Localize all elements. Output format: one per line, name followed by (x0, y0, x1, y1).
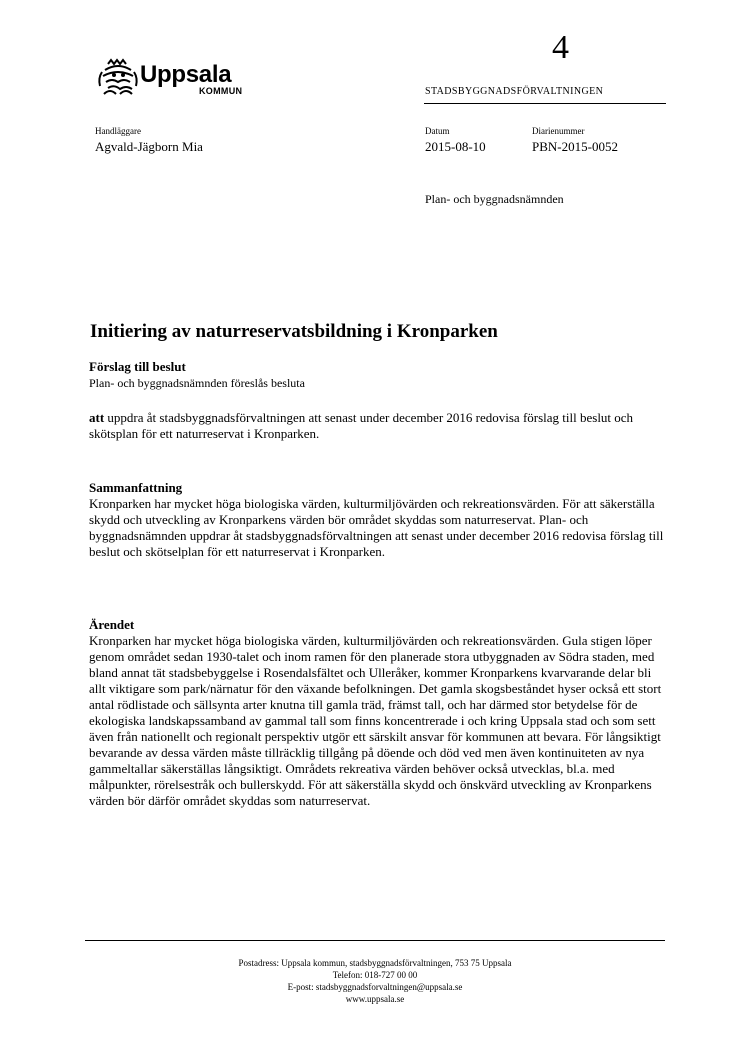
proposal-heading: Förslag till beslut (89, 359, 186, 374)
page-number: 4 (552, 29, 569, 66)
footer-email: E-post: stadsbyggnadsforvaltningen@uppsala.se (287, 982, 463, 992)
department-name: STADSBYGGNADSFÖRVALTNINGEN (425, 86, 604, 97)
logo-subtitle: KOMMUN (199, 86, 243, 96)
summary-text: Kronparken har mycket höga biologiska värden, kulturmiljövärden och rekreationsvärden. För att säkerställa skydd och utveckling av Kronparkens värden bör området skyddas som naturreservat. Plan- och byggnadsnämnden uppdrar åt stadsbyggnadsförvaltningen att senast under december 2016 redovisa förslag till beslut och skötselplan för ett naturreservat i Kronparken. (89, 496, 664, 559)
diary-value: PBN-2015-0052 (532, 139, 618, 154)
diary-label: Diarienummer (532, 126, 585, 136)
header-divider (424, 103, 666, 104)
case-text: Kronparken har mycket höga biologiska värden, kulturmiljövärden och rekreationsvärden. Gula stigen löper genom området sedan 1930-talet och inom ramen för den planerade stora utbyggnaden av Södra staden, med bland annat tät stadsbebyggelse i Rosendalsfältet och Ulleråker, kommer Kronparkens kvarvarande delar bli allt viktigare som park/närnatur för den växande befolkningen. Det gamla skogsbeståndet hyser också ett stort antal rödlistade och sällsynta arter knutna till gamla träd, främst tall, och har därmed stor betydelse för de ekologiska landskapssamband av gammal tall som finns koncentrerade i och kring Uppsala stad och som sett även från nationellt och regionalt perspektiv utgör ett särskilt ansvar för kommunen att bevara. För långsiktigt bevarande av dessa värden måste tillräcklig tillgång på döende och död ved men även kontinuiteten av nya gammeltallar säkerställas långsiktigt. Områdets rekreativa värden behöver också utvecklas, bl.a. med målpunkter, rörelsestråk och bullerskydd. För att säkerställa skydd och önskvärd utveckling av Kronparkens värden bör därför området skyddas som naturreservat. (89, 633, 662, 808)
decision-text: uppdra åt stadsbyggnadsförvaltningen att senast under december 2016 redovisa förslag till beslut och skötsplan för ett naturreservat i Kronparken. (89, 410, 634, 441)
lion-crest-icon (96, 58, 140, 100)
uppsala-logo (96, 58, 256, 102)
handler-label: Handläggare (95, 126, 141, 136)
logo-wordmark: Uppsala (140, 61, 232, 88)
att-keyword: att (89, 410, 105, 425)
footer-postal: Postadress: Uppsala kommun, stadsbyggnadsförvaltningen, 753 75 Uppsala (238, 958, 512, 968)
summary-heading: Sammanfattning (89, 480, 183, 495)
proposal-decision (89, 410, 669, 442)
footer-phone: Telefon: 018-727 00 00 (332, 970, 418, 980)
date-label: Datum (425, 126, 450, 136)
document-title: Initiering av naturreservatsbildning i Kronparken (90, 321, 498, 342)
recipient: Plan- och byggnadsnämnden (425, 192, 564, 206)
footer-divider (85, 940, 665, 941)
proposal-intro: Plan- och byggnadsnämnden föreslås besluta (89, 376, 305, 390)
footer (85, 957, 665, 1005)
date-value: 2015-08-10 (425, 139, 486, 154)
case-heading: Ärendet (89, 617, 135, 632)
footer-web: www.uppsala.se (345, 994, 405, 1004)
handler-value: Agvald-Jägborn Mia (95, 139, 203, 154)
